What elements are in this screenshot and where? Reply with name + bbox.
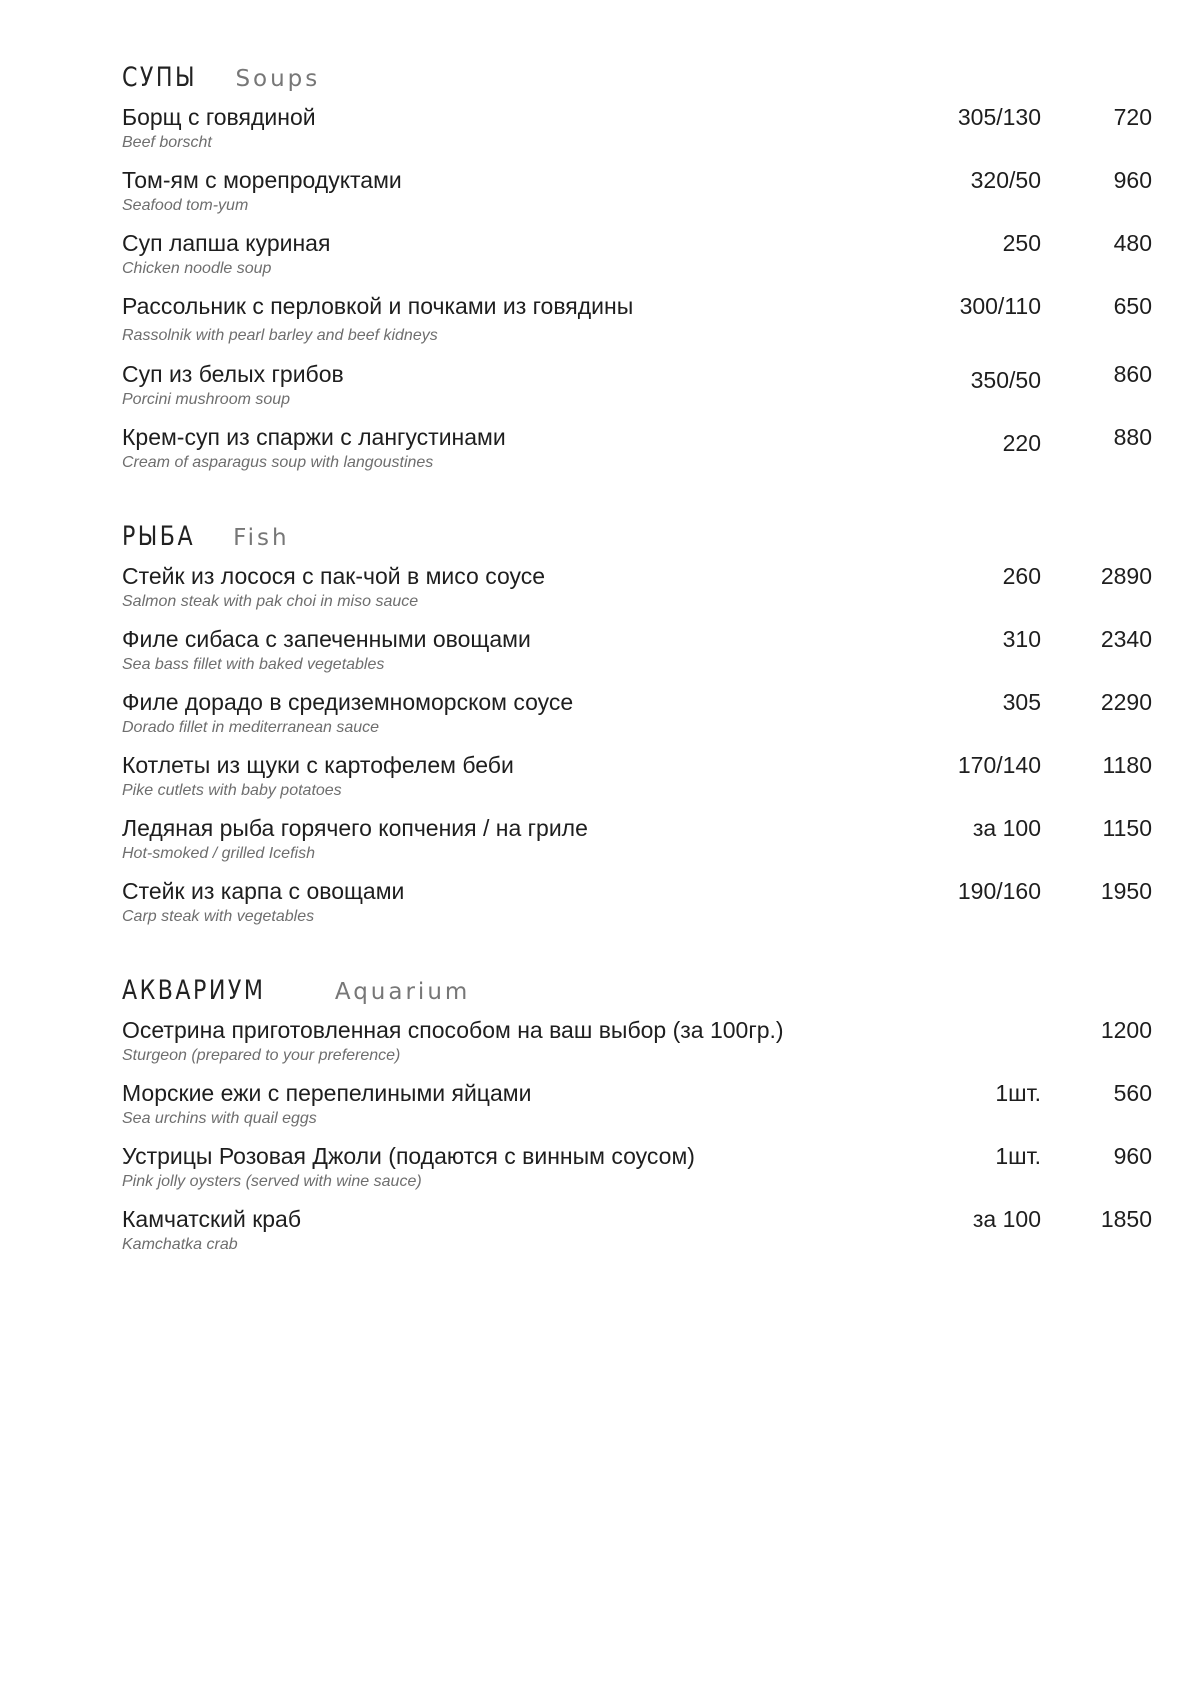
dish-name-en: Salmon steak with pak choi in miso sauce [122,593,419,610]
dish-weight: 170/140 [957,752,1041,778]
section-title-en: Fish [233,525,290,551]
dish-price: 1200 [1100,1017,1152,1043]
section-header [122,62,1152,102]
dish-price: 560 [1113,1080,1152,1106]
menu-page [122,62,1152,1303]
section-fish [122,521,1152,941]
dish-price: 2890 [1100,563,1152,589]
menu-item [122,104,1152,167]
dish-weight: 320/50 [970,167,1041,193]
dish-name-en: Cream of asparagus soup with langoustines [122,454,434,471]
section-title-ru: РЫБА [122,521,196,552]
section-header [122,521,1152,561]
dish-weight: за 100 [972,1206,1041,1232]
dish-price: 1850 [1100,1206,1152,1232]
dish-weight: 190/160 [957,878,1041,904]
section-title-ru: СУПЫ [122,62,197,93]
menu-item [122,752,1152,815]
menu-item [122,293,1152,361]
dish-price: 720 [1113,104,1152,130]
dish-name-en: Pink jolly oysters (served with wine sauce) [122,1173,422,1190]
dish-name-ru: Устрицы Розовая Джоли (подаются с винным соусом) [122,1143,695,1169]
dish-price: 1180 [1102,752,1152,778]
section-header [122,975,1152,1015]
dish-name-en: Dorado fillet in mediterranean sauce [122,719,380,736]
section-title-en: Aquarium [334,979,471,1005]
menu-item [122,689,1152,752]
menu-item [122,626,1152,689]
dish-price: 1150 [1102,815,1152,841]
dish-price: 480 [1113,230,1152,256]
dish-name-en: Sea bass fillet with baked vegetables [122,656,385,673]
dish-name-en: Rassolnik with pearl barley and beef kidneys [122,327,438,344]
dish-price: 2340 [1100,626,1152,652]
dish-weight: 1шт. [995,1143,1041,1169]
dish-name-en: Carp steak with vegetables [122,908,315,925]
dish-name-ru: Филе дорадо в средиземноморском соусе [122,689,574,715]
dish-price: 2290 [1100,689,1152,715]
dish-name-ru: Борщ с говядиной [122,104,316,130]
menu-item [122,167,1152,230]
dish-name-en: Chicken noodle soup [122,260,272,277]
dish-name-ru: Суп из белых грибов [122,361,344,387]
dish-name-en: Seafood tom-yum [122,197,249,214]
dish-weight: 350/50 [970,367,1041,393]
dish-price: 860 [1113,361,1152,387]
dish-name-ru: Морские ежи с перепелиными яйцами [122,1080,532,1106]
dish-name-ru: Камчатский краб [122,1206,302,1232]
dish-weight: за 100 [972,815,1041,841]
dish-weight: 220 [1002,430,1041,456]
dish-weight: 305/130 [957,104,1041,130]
dish-name-ru: Стейк из карпа с овощами [122,878,405,904]
dish-name-ru: Суп лапша куриная [122,230,331,256]
dish-weight: 300/110 [959,293,1041,319]
dish-name-ru: Том-ям с морепродуктами [122,167,402,193]
dish-weight: 250 [1002,230,1041,256]
dish-name-ru: Филе сибаса с запеченными овощами [122,626,531,652]
menu-item [122,815,1152,878]
dish-name-en: Kamchatka crab [122,1236,238,1253]
menu-item [122,1080,1152,1143]
dish-name-ru: Котлеты из щуки с картофелем беби [122,752,514,778]
dish-name-en: Beef borscht [122,134,212,151]
dish-name-en: Pike cutlets with baby potatoes [122,782,342,799]
dish-price: 1950 [1100,878,1152,904]
dish-weight: 310 [1002,626,1041,652]
dish-price: 880 [1113,424,1152,450]
dish-weight: 260 [1002,563,1041,589]
menu-item [122,878,1152,941]
dish-price: 650 [1113,293,1152,319]
menu-item [122,361,1152,424]
dish-name-en: Sea urchins with quail eggs [122,1110,317,1127]
dish-name-en: Hot-smoked / grilled Icefish [122,845,315,862]
section-title-en: Soups [235,66,321,92]
dish-name-ru: Стейк из лосося с пак-чой в мисо соусе [122,563,546,589]
dish-name-ru: Ледяная рыба горячего копчения / на гриле [122,815,588,841]
dish-weight: 305 [1002,689,1041,715]
menu-item [122,1206,1152,1269]
dish-name-en: Sturgeon (prepared to your preference) [122,1047,401,1064]
section-soups [122,62,1152,487]
dish-price: 960 [1113,167,1152,193]
menu-item [122,424,1152,487]
section-title-ru: АКВАРИУМ [122,975,266,1006]
dish-name-ru: Осетрина приготовленная способом на ваш выбор (за 100гр.) [122,1017,784,1043]
dish-name-en: Porcini mushroom soup [122,391,291,408]
menu-item [122,1143,1152,1206]
dish-price: 960 [1113,1143,1152,1169]
dish-weight: 1шт. [995,1080,1041,1106]
dish-name-ru: Рассольник с перловкой и почками из говядины [122,293,634,319]
menu-item [122,563,1152,626]
menu-item [122,1017,1152,1080]
dish-name-ru: Крем-суп из спаржи с лангустинами [122,424,506,450]
section-aquarium [122,975,1152,1269]
menu-item [122,230,1152,293]
